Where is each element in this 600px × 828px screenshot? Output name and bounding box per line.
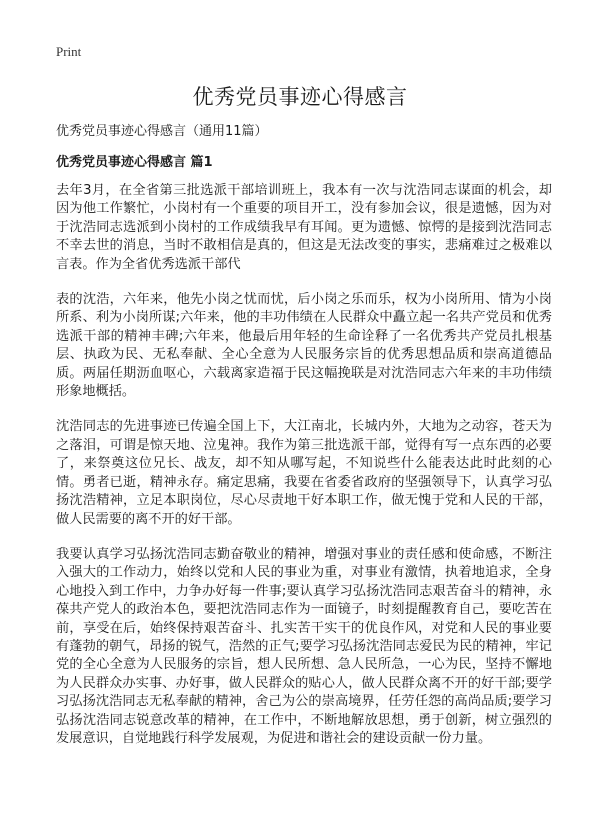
document-subtitle: 优秀党员事迹心得感言（通用11篇） [56,124,268,139]
paragraph: 我要认真学习弘扬沈浩同志勤奋敬业的精神，增强对事业的责任感和使命感，不断注入强大的工作动力，始终以党和人民的事业为重，对事业有激情，执着地追求，全身心地投入到工作中，力争办好每一件事;要认真学习弘扬沈浩同志艰苦奋斗的精神，永葆共产党人的政治本色，要把沈浩同志作为一面镜子，时刻提醒教育自己，要吃苦在前，享受在后，始终保持艰苦奋斗、扎实苦干实干的优良作风，对党和人民的事业要有蓬勃的朝气，昂扬的锐气，浩然的正气;要学习弘扬沈浩同志爱民为民的精神，牢记党的全心全意为人民服务的宗旨，想人民所想、急人民所急，一心为民，坚持不懈地为人民群众办实事、办好事，做人民群众的贴心人，做人民群众离不开的好干部;要学习弘扬沈浩同志无私奉献的精神，舍己为公的崇高境界，任劳任怨的高尚品质;要学习弘扬沈浩同志锐意改革的精神，在工作中，不断地解放思想，勇于创新，树立强烈的发展意识，自觉地践行科学发展观，为促进和谐社会的建设贡献一份力量。 [56,546,552,746]
article-body [56,182,552,765]
section-heading: 优秀党员事迹心得感言 篇1 [56,155,213,170]
print-link[interactable]: Print [56,44,82,59]
page-title: 优秀党员事迹心得感言 [192,85,408,109]
paragraph: 去年3月，在全省第三批选派干部培训班上，我本有一次与沈浩同志谋面的机会，却因为他工作繁忙，小岗村有一个重要的项目开工，没有参加会议，很是遗憾，因为对于沈浩同志选派到小岗村的工作成绩我早有耳闻。更为遗憾、惊愕的是接到沈浩同志不幸去世的消息，当时不敢相信是真的，但这是无法改变的事实，悲痛难过之极难以言表。作为全省优秀选派干部代 [56,183,552,272]
paragraph: 沈浩同志的先进事迹已传遍全国上下，大江南北，长城内外，大地为之动容，苍天为之落泪，可谓是惊天地、泣鬼神。我作为第三批选派干部，觉得有写一点东西的必要了，来祭奠这位兄长、战友，却不知从哪写起，不知说些什么能表达此时此刻的心情。勇者已逝，精神永存。痛定思痛，我要在省委省政府的坚强领导下，认真学习弘扬沈浩精神，立足本职岗位，尽心尽责地干好本职工作，做无愧于党和人民的干部，做人民需要的离不开的好干部。 [56,419,552,527]
paragraph: 表的沈浩，六年来，他先小岗之忧而忧，后小岗之乐而乐，权为小岗所用、情为小岗所系、利为小岗所谋;六年来，他的丰功伟绩在人民群众中矗立起一名共产党员和优秀选派干部的精神丰碑;六年来，他最后用年轻的生命诠释了一名优秀共产党员扎根基层、执政为民、无私奉献、全心全意为人民服务宗旨的优秀思想品质和崇高道德品质。两届任期沥血呕心，六载离家造福于民这幅挽联是对沈浩同志六年来的丰功伟绩形象地概括。 [56,292,552,400]
